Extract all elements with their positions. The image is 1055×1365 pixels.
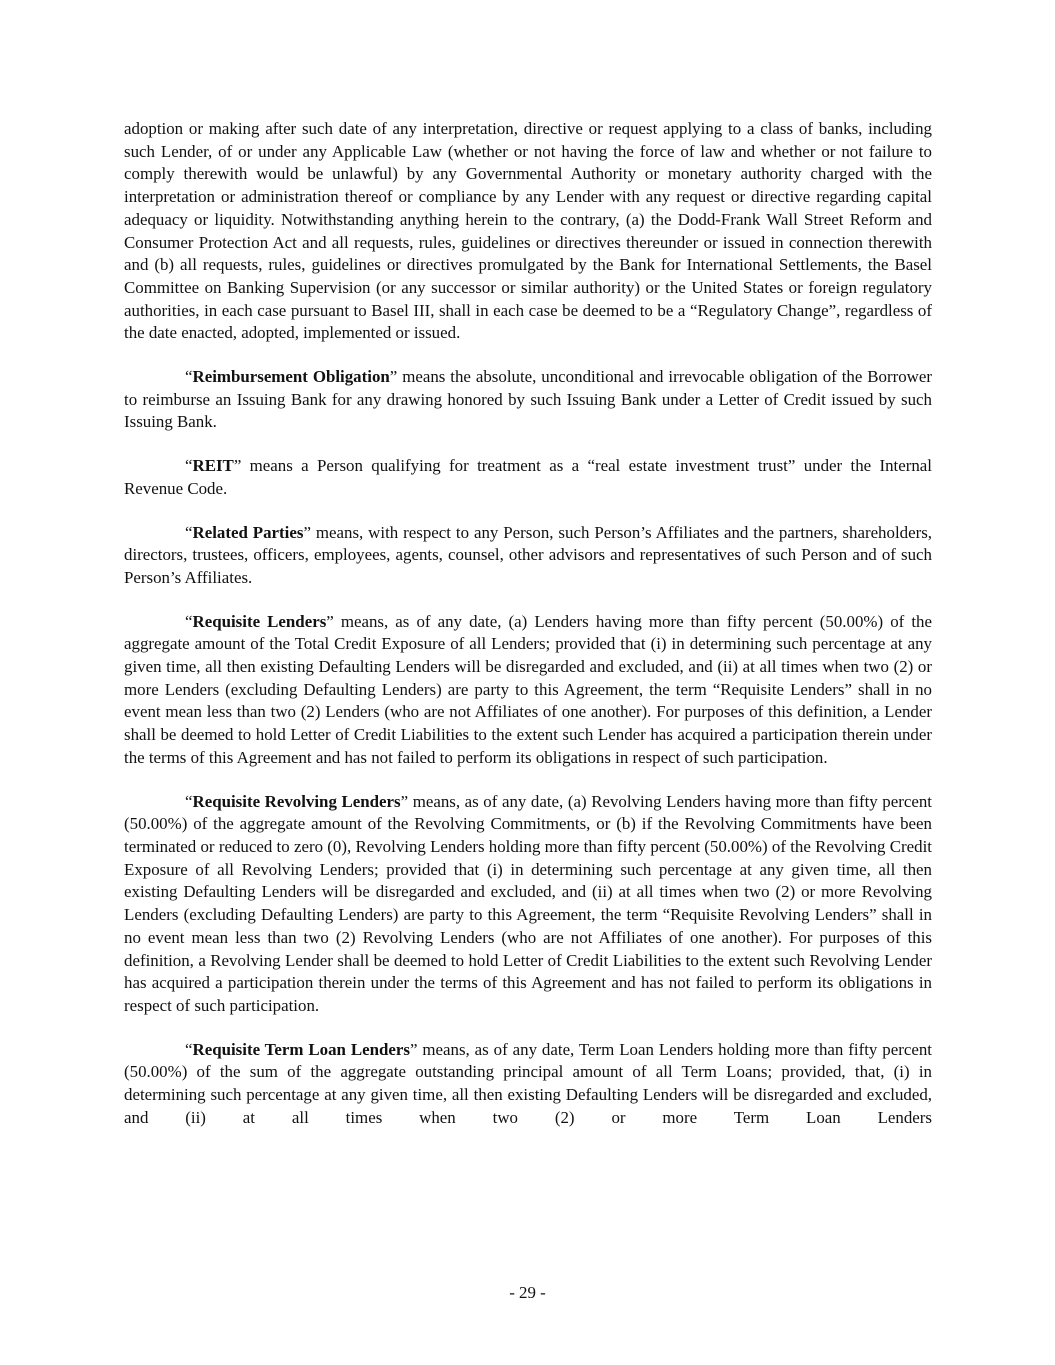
definition-text: ” means, as of any date, Term Loan Lenders holding more than fifty percent (50.00%) of the sum of the aggregate outstanding principal amount of all Term Loans; provided, that, (i) in determining such percentage at any given time, all then existing Defaulting Lenders will be disregarded and excluded, and (ii) at all times when two (2) or more Term Loan Lenders: [124, 1039, 932, 1127]
defined-term: Requisite Term Loan Lenders: [192, 1039, 410, 1059]
document-page: [124, 118, 932, 1150]
page-number: - 29 -: [509, 1283, 546, 1302]
definition-reit: [124, 455, 932, 500]
open-quote: “: [185, 456, 193, 476]
defined-term: Requisite Lenders: [192, 611, 327, 631]
definition-requisite-lenders: [124, 611, 932, 770]
definition-text: ” means, as of any date, (a) Revolving Lenders having more than fifty percent (50.00%) of the aggregate amount of the Revolving Commitments, or (b) if the Revolving Commitments have been terminated or reduced to zero (0), Revolving Lenders holding more than fifty percent (50.00%) of the Revolving Credit Exposure of all Revolving Lenders; provided that (i) in determining such percentage at any given time, all then existing Defaulting Lenders will be disregarded and excluded, and (ii) at all times when two (2) or more Revolving Lenders (excluding Defaulting Lenders) are party to this Agreement, the term “Requisite Revolving Lenders” shall in no event mean less than two (2) Revolving Lenders (who are not Affiliates of one another). For purposes of this definition, a Revolving Lender shall be deemed to hold Letter of Credit Liabilities to the extent such Revolving Lender has acquired a participation therein under the terms of this Agreement and has not failed to perform its obligations in respect of such participation.: [124, 791, 932, 1015]
definition-text: ” means, as of any date, (a) Lenders having more than fifty percent (50.00%) of the aggregate amount of the Total Credit Exposure of all Lenders; provided that (i) in determining such percentage at any given time, all then existing Defaulting Lenders will be disregarded and excluded, and (ii) at all times when two (2) or more Lenders (excluding Defaulting Lenders) are party to this Agreement, the term “Requisite Lenders” shall in no event mean less than two (2) Lenders (who are not Affiliates of one another). For purposes of this definition, a Lender shall be deemed to hold Letter of Credit Liabilities to the extent such Lender has acquired a participation therein under the terms of this Agreement and has not failed to perform its obligations in respect of such participation.: [124, 611, 932, 767]
definition-related-parties: [124, 522, 932, 590]
open-quote: “: [185, 522, 193, 542]
open-quote: “: [185, 791, 193, 811]
open-quote: “: [185, 367, 193, 387]
defined-term: REIT: [192, 456, 234, 476]
definition-text: ” means, with respect to any Person, such Person’s Affiliates and the partners, shareholders, directors, trustees, officers, employees, agents, counsel, other advisors and representatives of such Person and of such Person’s Affiliates.: [124, 522, 933, 587]
definition-reimbursement-obligation: [124, 366, 932, 434]
definition-text: ” means the absolute, unconditional and irrevocable obligation of the Borrower to reimburse an Issuing Bank for any drawing honored by such Issuing Bank under a Letter of Credit issued by such Issuing Bank.: [124, 367, 932, 432]
defined-term: Requisite Revolving Lenders: [192, 791, 401, 811]
defined-term: Related Parties: [192, 522, 304, 542]
continuation-paragraph: adoption or making after such date of any interpretation, directive or request applying to a class of banks, including such Lender, of or under any Applicable Law (whether or not having the force of law and whether or not failure to comply therewith would be unlawful) by any Governmental Authority or monetary authority charged with the interpretation or administration thereof or compliance by any Lender with any request or directive regarding capital adequacy or liquidity. Notwithstanding anything herein to the contrary, (a) the Dodd-Frank Wall Street Reform and Consumer Protection Act and all requests, rules, guidelines or directives thereunder or issued in connection therewith and (b) all requests, rules, guidelines or directives promulgated by the Bank for International Settlements, the Basel Committee on Banking Supervision (or any successor or similar authority) or the United States or foreign regulatory authorities, in each case pursuant to Basel III, shall in each case be deemed to be a “Regulatory Change”, regardless of the date enacted, adopted, implemented or issued.: [124, 119, 932, 343]
definition-requisite-term-loan-lenders: [124, 1039, 932, 1130]
open-quote: “: [185, 611, 193, 631]
definition-text: ” means a Person qualifying for treatment as a “real estate investment trust” under the Internal Revenue Code.: [124, 456, 932, 498]
open-quote: “: [185, 1039, 193, 1059]
definition-requisite-revolving-lenders: [124, 791, 932, 1018]
defined-term: Reimbursement Obligation: [192, 367, 390, 387]
